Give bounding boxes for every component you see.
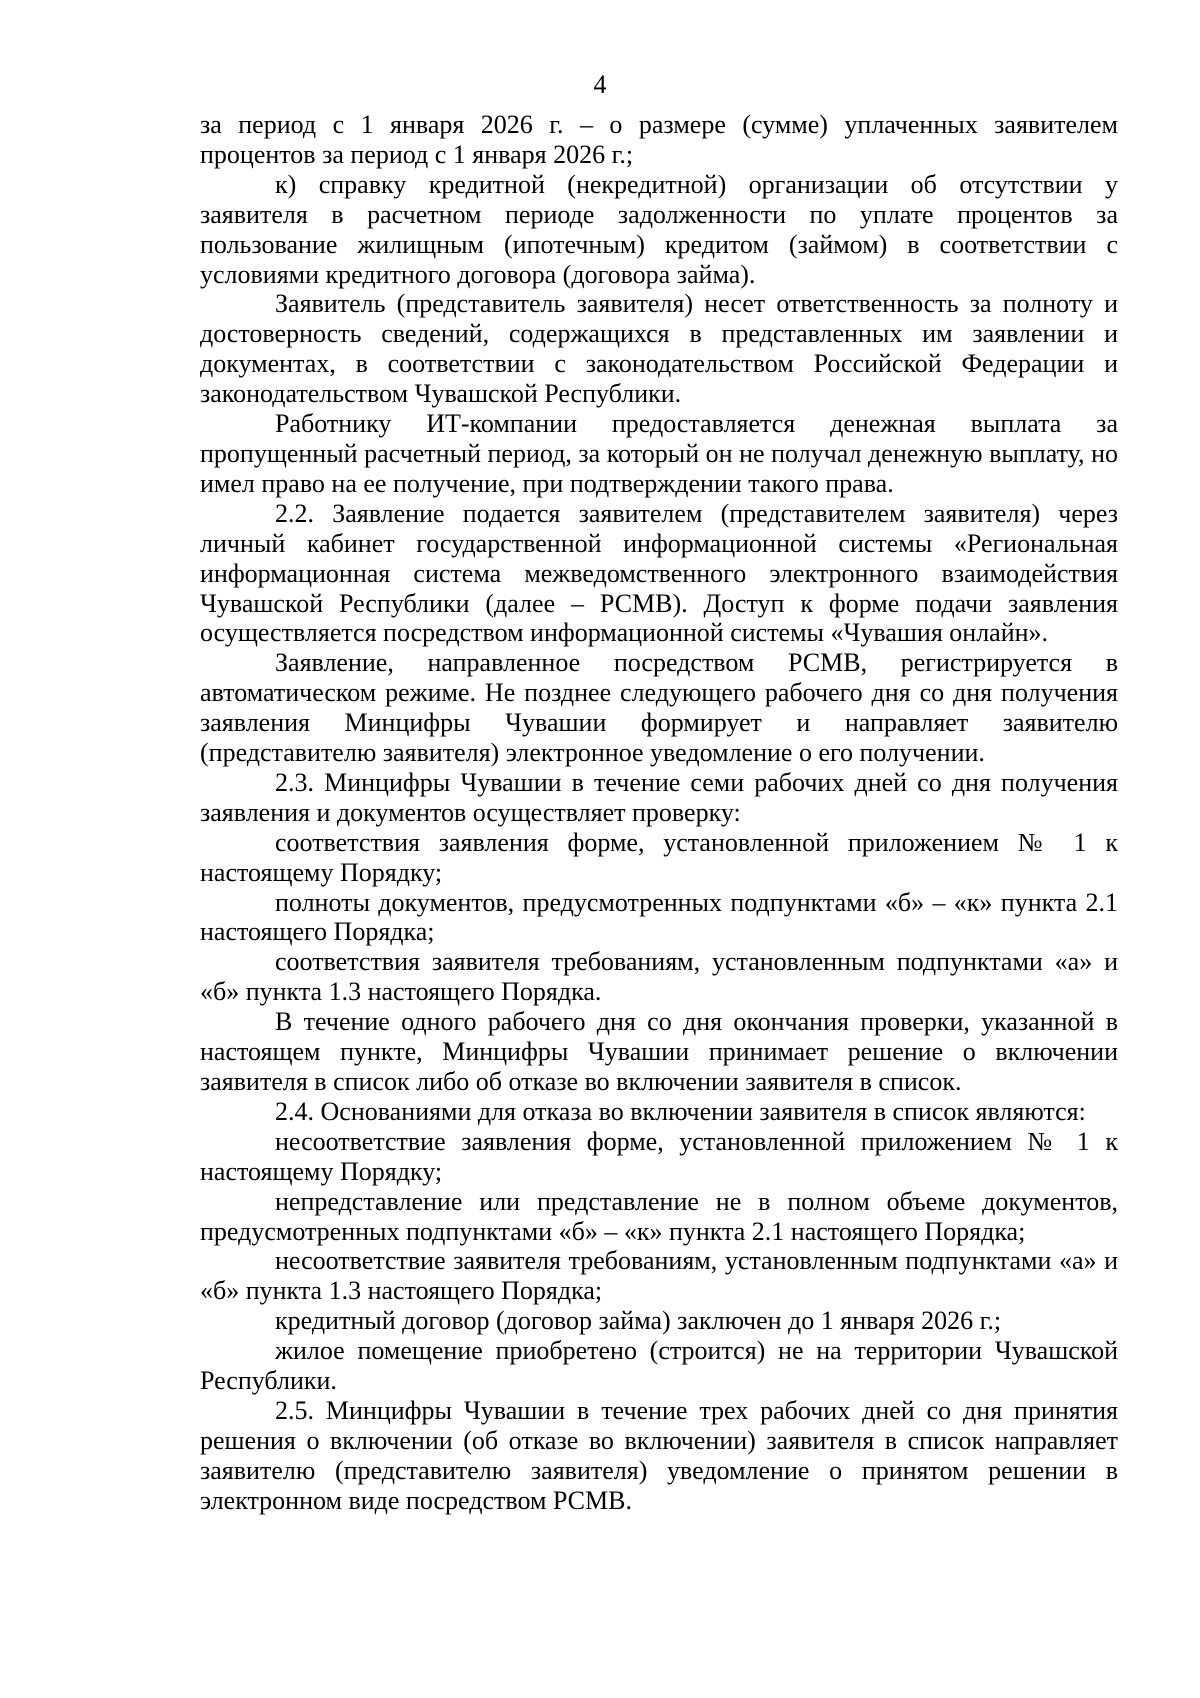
paragraph-continuation: за период с 1 января 2026 г. – о размере (сумме) уплаченных заявителем процентов за период с 1 января 2026 г.; [200, 110, 1118, 169]
paragraph-check-form: соответствия заявления форме, установленной приложением № 1 к настоящему Порядку; [200, 827, 1118, 887]
paragraph-refusal-form: несоответствие заявления форме, установленной приложением № 1 к настоящему Порядку; [200, 1126, 1118, 1186]
paragraph-2-4: 2.4. Основаниями для отказа во включении заявителя в список являются: [275, 1096, 1086, 1126]
paragraph-check-documents: полноты документов, предусмотренных подпунктами «б» – «к» пункта 2.1 настоящего Порядка; [200, 887, 1118, 947]
paragraph-missed-period: Работнику ИТ-компании предоставляется денежная выплата за пропущенный расчетный период, за который он не получал денежную выплату, но имел право на ее получение, при подтверждении такого права. [200, 409, 1118, 498]
paragraph-refusal-requirements: несоответствие заявителя требованиям, установленным подпунктами «а» и «б» пункта 1.3 настоящего Порядка; [200, 1246, 1118, 1306]
paragraph-2-5: 2.5. Минцифры Чувашии в течение трех рабочих дней со дня принятия решения о включении (об отказе во включении) заявителя в список направляет заявителю (представителю заявителя) уведомление о принятом решении в электронном виде посредством РСМВ. [200, 1395, 1118, 1515]
page-number: 4 [593, 70, 607, 99]
paragraph-item-k: к) справку кредитной (некредитной) организации об отсутствии у заявителя в расчетном периоде задолженности по уплате процентов за пользование жилищным (ипотечным) кредитом (займом) в соответствии с условиями кредитного договора (договора займа). [200, 169, 1118, 289]
paragraph-responsibility: Заявитель (представитель заявителя) несет ответственность за полноту и достоверность сведений, содержащихся в представленных им заявлении и документах, в соответствии с законодательством Российской Федерации и законодательством Чувашской Республики. [200, 289, 1118, 409]
paragraph-check-requirements: соответствия заявителя требованиям, установленным подпунктами «а» и «б» пункта 1.3 настоящего Порядка. [200, 947, 1118, 1007]
paragraph-refusal-territory: жилое помещение приобретено (строится) не на территории Чувашской Республики. [200, 1336, 1118, 1396]
paragraph-refusal-contract-date: кредитный договор (договор займа) заключен до 1 января 2026 г.; [275, 1306, 1002, 1336]
paragraph-registration: Заявление, направленное посредством РСМВ, регистрируется в автоматическом режиме. Не позднее следующего рабочего дня со дня получения заявления Минцифры Чувашии формирует и направляет заявителю (представителю заявителя) электронное уведомление о его получении. [200, 648, 1118, 768]
paragraph-2-2: 2.2. Заявление подается заявителем (представителем заявителя) через личный кабинет государственной информационной системы «Региональная информационная система межведомственного электронного взаимодействия Чувашской Республики (далее – РСМВ). Доступ к форме подачи заявления осуществляется посредством информационной системы «Чувашия онлайн». [200, 498, 1118, 648]
paragraph-2-3: 2.3. Минцифры Чувашии в течение семи рабочих дней со дня получения заявления и документов осуществляет проверку: [200, 767, 1118, 827]
paragraph-refusal-documents: непредставление или представление не в полном объеме документов, предусмотренных подпунктами «б» – «к» пункта 2.1 настоящего Порядка; [200, 1186, 1118, 1246]
document-body [200, 110, 1118, 1516]
paragraph-decision: В течение одного рабочего дня со дня окончания проверки, указанной в настоящем пункте, Минцифры Чувашии принимает решение о включении заявителя в список либо об отказе во включении заявителя в список. [200, 1007, 1118, 1096]
